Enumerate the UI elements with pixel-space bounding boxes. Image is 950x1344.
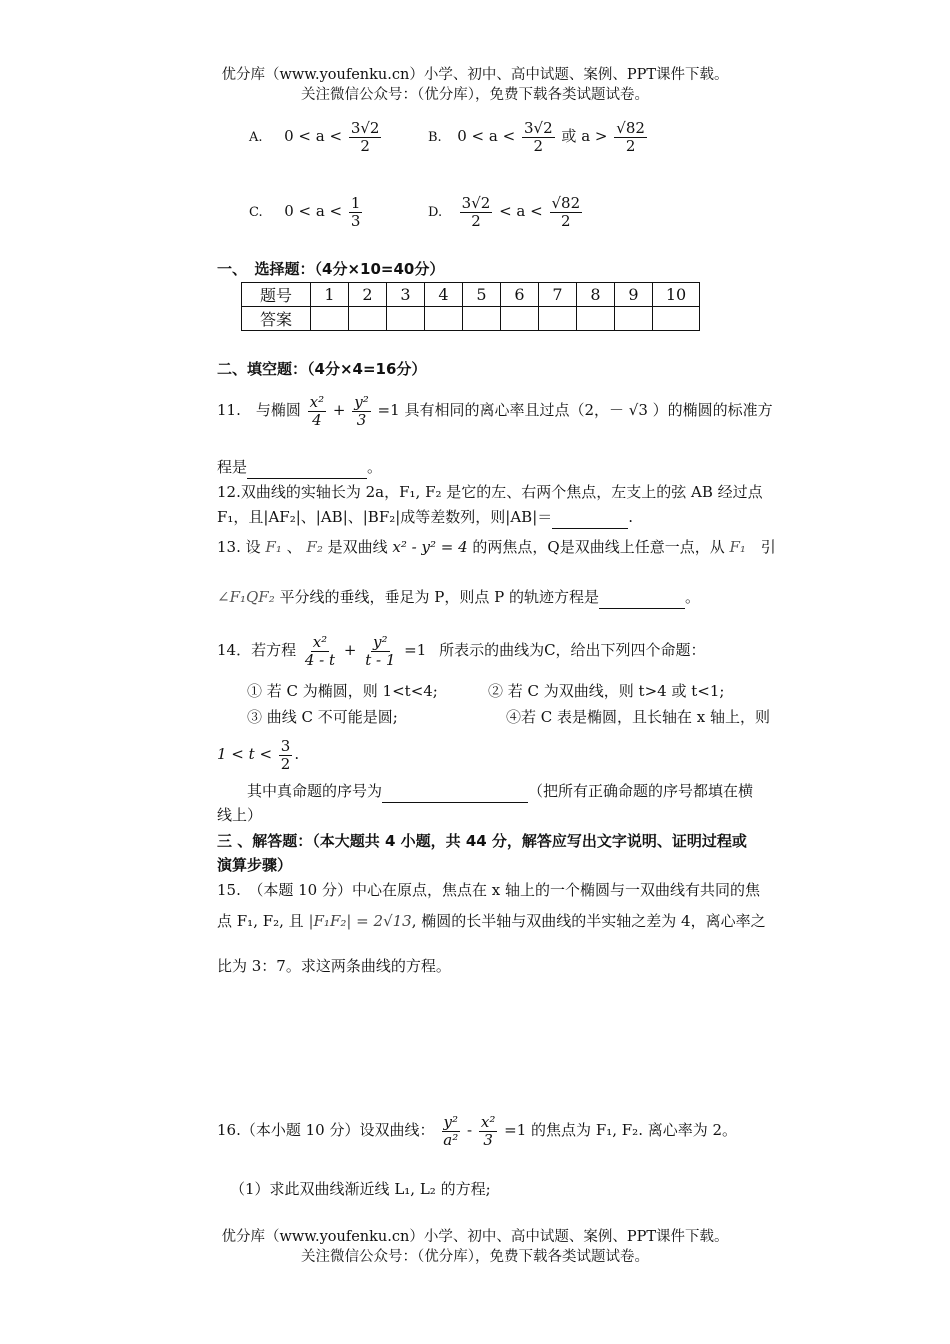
q16-x-num: x²: [480, 1113, 496, 1131]
q13-equation: x² - y² = 4: [392, 538, 468, 556]
option-b-label: B.: [428, 130, 442, 145]
answer-table-number: 9: [615, 283, 653, 307]
answer-cell[interactable]: [501, 307, 539, 331]
section-3-title-2: 演算步骤）: [217, 856, 293, 874]
option-b-fraction-1: [522, 120, 555, 154]
q14-p4b-fraction: [279, 738, 293, 772]
answer-cell[interactable]: [387, 307, 425, 331]
q16-line-1: [217, 1114, 809, 1148]
q12-line-1: 12.双曲线的实轴长为 2a，F₁, F₂ 是它的左、右两个焦点，左支上的弦 AB 经过点: [217, 483, 763, 501]
section-3-title-1: 三 、解答题：（本大题共 4 小题，共 44 分，解答应写出文字说明、证明过程或: [217, 832, 747, 850]
option-d-fraction-1: [460, 195, 493, 229]
q13-angle: ∠F₁QF₂: [217, 588, 275, 606]
q11-plus: +: [332, 401, 346, 419]
header-line-1: 优分库（www.youfenku.cn）小学、初中、高中试题、案例、PPT课件下载。: [221, 67, 729, 83]
q14-x-den: 4 - t: [304, 650, 336, 669]
answer-cell[interactable]: [463, 307, 501, 331]
q16-text: 的焦点为 F₁, F₂. 离心率为 2。: [531, 1121, 738, 1139]
option-b-left: 0 < a <: [457, 127, 516, 145]
q14-prefix: 14．若方程: [217, 641, 297, 659]
q11-eq: =1: [377, 401, 400, 419]
q12-line2-text: F₁，且|AF₂|、|AB|、|BF₂|成等差数列，则|AB|＝: [217, 508, 553, 526]
answer-table-number: 1: [311, 283, 349, 307]
q11-text2: ）的椭圆的标准方: [652, 401, 773, 419]
option-a-den: 2: [360, 136, 370, 155]
q13-end: 引: [760, 538, 776, 556]
option-d-den-1: 2: [471, 211, 481, 230]
q16-eq: =1: [504, 1121, 527, 1139]
answer-table-row-header: 题号: [242, 283, 311, 307]
option-b-den-1: 2: [533, 136, 544, 155]
answer-cell[interactable]: [539, 307, 577, 331]
answer-table: [241, 282, 700, 331]
option-c-fraction: [349, 195, 363, 229]
q15-line2b: , 椭圆的长半轴与双曲线的半实轴之差为 4，离心率之: [411, 912, 766, 930]
q16-x-den: 3: [483, 1130, 493, 1149]
option-b-var: a >: [581, 127, 608, 145]
q14-proposition-2: ② 若 C 为双曲线，则 t>4 或 t<1;: [488, 682, 725, 700]
q13-mid: 是双曲线: [327, 538, 388, 556]
q11-fraction-y: [352, 394, 371, 428]
q16-y-den: a²: [443, 1130, 459, 1149]
option-b-fraction-2: [614, 120, 647, 154]
answer-table-number: 2: [349, 283, 387, 307]
answer-cell[interactable]: [311, 307, 349, 331]
answer-table-number: 3: [387, 283, 425, 307]
q15-expr: |F₁F₂| = 2√13: [308, 912, 412, 930]
q13-prefix: 13. 设: [217, 538, 261, 556]
q11-x-num: x²: [309, 393, 325, 411]
option-d-num-1: 3√2: [461, 194, 491, 212]
answer-cell[interactable]: [425, 307, 463, 331]
q14-p4b-den: 2: [280, 754, 291, 773]
q11-line-2: [217, 456, 809, 479]
option-d-label: D.: [428, 205, 443, 220]
q16-subquestion-1: （1）求此双曲线渐近线 L₁, L₂ 的方程;: [230, 1180, 491, 1198]
q14-proposition-4-cont: [217, 734, 809, 774]
q14-ans-c: 线上）: [217, 806, 263, 824]
footer-line-2: 关注微信公众号：（优分库），免费下载各类试题试卷。: [301, 1249, 649, 1265]
q11-root: √3: [628, 401, 648, 419]
q13-f3: F₁: [729, 538, 746, 556]
option-c-label: C.: [249, 205, 263, 220]
q11-line2-text: 程是: [217, 458, 248, 476]
q13-line-2: [217, 586, 809, 609]
option-b-den-2: 2: [625, 136, 636, 155]
q13-f1: F₁: [265, 538, 282, 556]
answer-table-answer-row: [242, 307, 700, 331]
q13-line2-text: 平分线的垂线，垂足为 P，则点 P 的轨迹方程是: [279, 588, 599, 606]
q14-x-num: x²: [312, 633, 328, 651]
q14-p4b-num: 3: [280, 737, 291, 755]
section-2-title: 二、填空题：（4分×4=16分）: [217, 360, 427, 378]
q15-line-1: 15. （本题 10 分）中心在原点，焦点在 x 轴上的一个椭圆与一双曲线有共同的焦: [217, 881, 760, 899]
q12-answer-blank[interactable]: [552, 506, 628, 529]
q14-fraction-y: [363, 634, 397, 668]
q14-proposition-4: ④若 C 表是椭圆，且长轴在 x 轴上，则: [506, 708, 771, 726]
q14-y-den: t - 1: [365, 650, 396, 669]
option-d-mid: < a <: [499, 202, 543, 220]
q15-line2a: 点 F₁, F₂, 且: [217, 912, 304, 930]
q14-text: 所表示的曲线为C，给出下列四个命题：: [439, 641, 706, 659]
q14-answer-blank[interactable]: [382, 780, 528, 803]
option-b-num-2: √82: [616, 119, 645, 137]
option-b: [428, 120, 649, 154]
q11-prefix: 11. 与椭圆: [217, 401, 301, 419]
answer-table-header-row: [242, 283, 700, 307]
section-1-title: 一、 选择题：（4分×10=40分）: [217, 260, 445, 278]
q11-answer-blank[interactable]: [247, 456, 367, 479]
q11-y-den: 3: [356, 410, 367, 429]
answer-table-row-answer: 答案: [242, 307, 311, 331]
q16-minus: -: [467, 1121, 473, 1139]
q16-prefix: 16.（本小题 10 分）设双曲线：: [217, 1121, 435, 1139]
q11-end: 。: [367, 458, 383, 476]
answer-cell[interactable]: [615, 307, 653, 331]
answer-table-number: 7: [539, 283, 577, 307]
option-c-num: 1: [350, 194, 361, 212]
question-11: [217, 394, 809, 428]
answer-table-number: 8: [577, 283, 615, 307]
option-d: [428, 195, 584, 229]
option-c: [249, 195, 364, 229]
q13-f2: F₂: [306, 538, 323, 556]
q15-line-3: 比为 3：7。求这两条曲线的方程。: [217, 957, 451, 975]
option-d-den-2: 2: [561, 211, 571, 230]
option-b-or: 或: [561, 127, 577, 145]
q11-text: 具有相同的离心率且过点（2，－: [404, 401, 624, 419]
q14-p4b-end: .: [294, 745, 300, 763]
answer-table-number: 10: [653, 283, 700, 307]
q14-y-num: y²: [373, 633, 388, 651]
option-a-label: A.: [249, 130, 263, 145]
footer-line-1: 优分库（www.youfenku.cn）小学、初中、高中试题、案例、PPT课件下载。: [221, 1229, 729, 1245]
option-a-fraction: [349, 120, 382, 154]
option-d-fraction-2: [550, 195, 583, 229]
option-b-num-1: 3√2: [523, 119, 553, 137]
answer-table-number: 4: [425, 283, 463, 307]
q14-ans-b: （把所有正确命题的序号都填在横: [528, 782, 754, 800]
q13-text: 的两焦点，Q是双曲线上任意一点，从: [472, 538, 725, 556]
q13-line-1: [217, 534, 809, 560]
answer-table-number: 5: [463, 283, 501, 307]
q16-fraction-y: [441, 1114, 460, 1148]
q14-proposition-3: ③ 曲线 C 不可能是圆;: [247, 708, 398, 726]
q12-end: .: [628, 508, 634, 526]
q14-line-1: [217, 634, 809, 668]
answer-cell[interactable]: [577, 307, 615, 331]
q14-answer-line: [247, 780, 809, 803]
q11-y-num: y²: [354, 393, 369, 411]
answer-table-number: 6: [501, 283, 539, 307]
option-d-num-2: √82: [551, 194, 581, 212]
header-line-2: 关注微信公众号：（优分库），免费下载各类试题试卷。: [301, 87, 649, 103]
option-c-den: 3: [350, 211, 361, 230]
q11-x-den: 4: [312, 410, 322, 429]
q13-answer-blank[interactable]: [599, 586, 685, 609]
q13-sep: 、: [286, 538, 302, 556]
q15-line-2: [217, 908, 809, 934]
q11-fraction-x: [308, 394, 326, 428]
q12-line-2: [217, 506, 809, 529]
q16-fraction-x: [479, 1114, 497, 1148]
q13-line2-end: 。: [685, 588, 701, 606]
q16-y-num: y²: [443, 1113, 458, 1131]
option-a-num: 3√2: [350, 119, 380, 137]
option-c-left: 0 < a <: [284, 202, 343, 220]
q14-ans-a: 其中真命题的序号为: [247, 782, 383, 800]
q14-fraction-x: [303, 634, 337, 668]
q14-plus: +: [343, 641, 357, 659]
q14-p4b-left: 1 < t <: [217, 745, 273, 763]
option-a-left: 0 < a <: [284, 127, 343, 145]
option-a: [249, 120, 383, 154]
answer-cell[interactable]: [653, 307, 700, 331]
answer-cell[interactable]: [349, 307, 387, 331]
q14-eq: =1: [404, 641, 427, 659]
q14-proposition-1: ① 若 C 为椭圆，则 1<t<4;: [247, 682, 438, 700]
